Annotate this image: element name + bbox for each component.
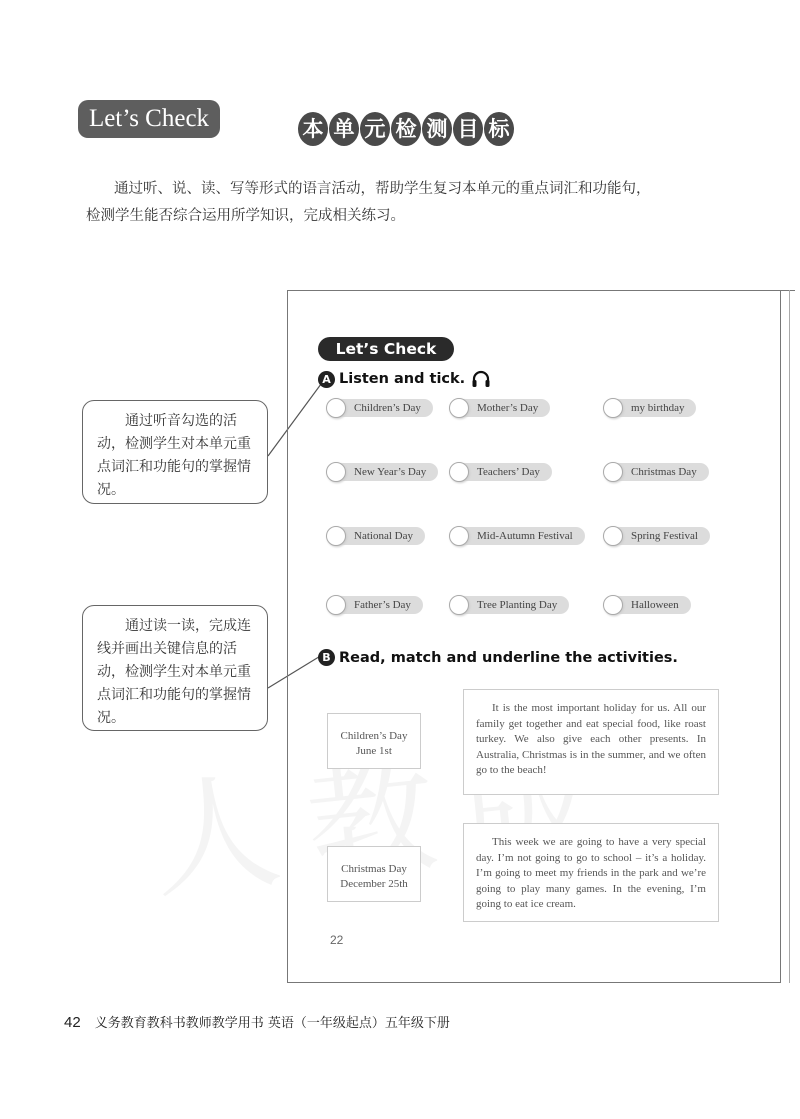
textbook-page-number: 22 bbox=[330, 933, 344, 947]
option-label: National Day bbox=[340, 527, 425, 545]
option-label: my birthday bbox=[617, 399, 696, 417]
callout-read-note bbox=[82, 605, 268, 731]
headphones-icon bbox=[471, 370, 491, 388]
tick-circle[interactable] bbox=[449, 398, 469, 418]
date-value: December 25th bbox=[340, 878, 408, 890]
section-b-letter: B bbox=[318, 649, 335, 666]
option-label: Halloween bbox=[617, 596, 691, 614]
reading-text-body: This week we are going to have a very special day. I’m not going to go to school – it’s a holiday. I’m going to meet my friends in the park and we’re going to play many games. In the evening, I’m going to eat ice cream. bbox=[476, 836, 706, 910]
tick-option[interactable] bbox=[449, 594, 569, 616]
tick-option[interactable] bbox=[603, 525, 710, 547]
date-value: June 1st bbox=[356, 745, 392, 757]
title-char: 元 bbox=[360, 112, 390, 146]
option-label: New Year’s Day bbox=[340, 463, 438, 481]
tick-option[interactable] bbox=[603, 397, 696, 419]
section-b-title: Read, match and underline the activities. bbox=[339, 649, 678, 666]
title-char: 检 bbox=[391, 112, 421, 146]
reading-text-2[interactable] bbox=[463, 823, 719, 922]
tick-circle[interactable] bbox=[603, 462, 623, 482]
date-box-childrens-day[interactable] bbox=[327, 713, 421, 769]
tick-circle[interactable] bbox=[326, 462, 346, 482]
option-label: Tree Planting Day bbox=[463, 596, 569, 614]
option-label: Mother’s Day bbox=[463, 399, 550, 417]
reading-text-1[interactable] bbox=[463, 689, 719, 795]
intro-line-2: 检测学生能否综合运用所学知识，完成相关练习。 bbox=[86, 208, 405, 224]
reading-text-body: It is the most important holiday for us. All our family get together and eat special food, like roast turkey. We also give each other presents. In Australia, Christmas is in the summer, and we often go to the beach! bbox=[476, 702, 706, 776]
section-b-heading bbox=[318, 649, 678, 666]
footer-book-title: 义务教育教科书教师教学用书 英语（一年级起点）五年级下册 bbox=[94, 1016, 450, 1031]
tick-circle[interactable] bbox=[449, 526, 469, 546]
tick-option[interactable] bbox=[449, 525, 585, 547]
title-char: 本 bbox=[298, 112, 328, 146]
callout-listen-note bbox=[82, 400, 268, 504]
tick-circle[interactable] bbox=[603, 595, 623, 615]
tick-option[interactable] bbox=[326, 461, 438, 483]
tick-option[interactable] bbox=[449, 397, 550, 419]
book-lets-check-badge: Let’s Check bbox=[318, 337, 454, 361]
title-char: 标 bbox=[484, 112, 514, 146]
title-char: 单 bbox=[329, 112, 359, 146]
title-char: 目 bbox=[453, 112, 483, 146]
date-name: Children’s Day bbox=[340, 730, 408, 742]
callout-text: 通过读一读，完成连线并画出关键信息的活动，检测学生对本单元重点词汇和功能句的掌握情况。 bbox=[97, 618, 251, 726]
title-char: 测 bbox=[422, 112, 452, 146]
intro-line-1: 通过听、说、读、写等形式的语言活动，帮助学生复习本单元的重点词汇和功能句， bbox=[114, 181, 651, 197]
tick-circle[interactable] bbox=[326, 526, 346, 546]
tick-circle[interactable] bbox=[603, 398, 623, 418]
section-a-title: Listen and tick. bbox=[339, 371, 466, 387]
section-a-heading bbox=[318, 370, 491, 388]
tick-option[interactable] bbox=[603, 594, 691, 616]
lets-check-badge: Let’s Check bbox=[78, 100, 220, 138]
tick-option[interactable] bbox=[449, 461, 552, 483]
date-box-christmas-day[interactable] bbox=[327, 846, 421, 902]
page-edge bbox=[789, 290, 790, 983]
tick-option[interactable] bbox=[326, 525, 425, 547]
option-label: Father’s Day bbox=[340, 596, 423, 614]
tick-option[interactable] bbox=[326, 397, 433, 419]
tick-option[interactable] bbox=[326, 594, 423, 616]
callout-text: 通过听音勾选的活动，检测学生对本单元重点词汇和功能句的掌握情况。 bbox=[97, 413, 251, 498]
tick-option[interactable] bbox=[603, 461, 709, 483]
tick-circle[interactable] bbox=[603, 526, 623, 546]
section-a-letter: A bbox=[318, 371, 335, 388]
tick-circle[interactable] bbox=[326, 398, 346, 418]
tick-circle[interactable] bbox=[326, 595, 346, 615]
option-label: Christmas Day bbox=[617, 463, 709, 481]
page-footer bbox=[64, 1012, 450, 1031]
footer-page-number: 42 bbox=[64, 1014, 81, 1031]
option-label: Teachers’ Day bbox=[463, 463, 552, 481]
date-name: Christmas Day bbox=[341, 863, 407, 875]
option-label: Spring Festival bbox=[617, 527, 710, 545]
tick-circle[interactable] bbox=[449, 595, 469, 615]
option-label: Children’s Day bbox=[340, 399, 433, 417]
tick-circle[interactable] bbox=[449, 462, 469, 482]
option-label: Mid-Autumn Festival bbox=[463, 527, 585, 545]
